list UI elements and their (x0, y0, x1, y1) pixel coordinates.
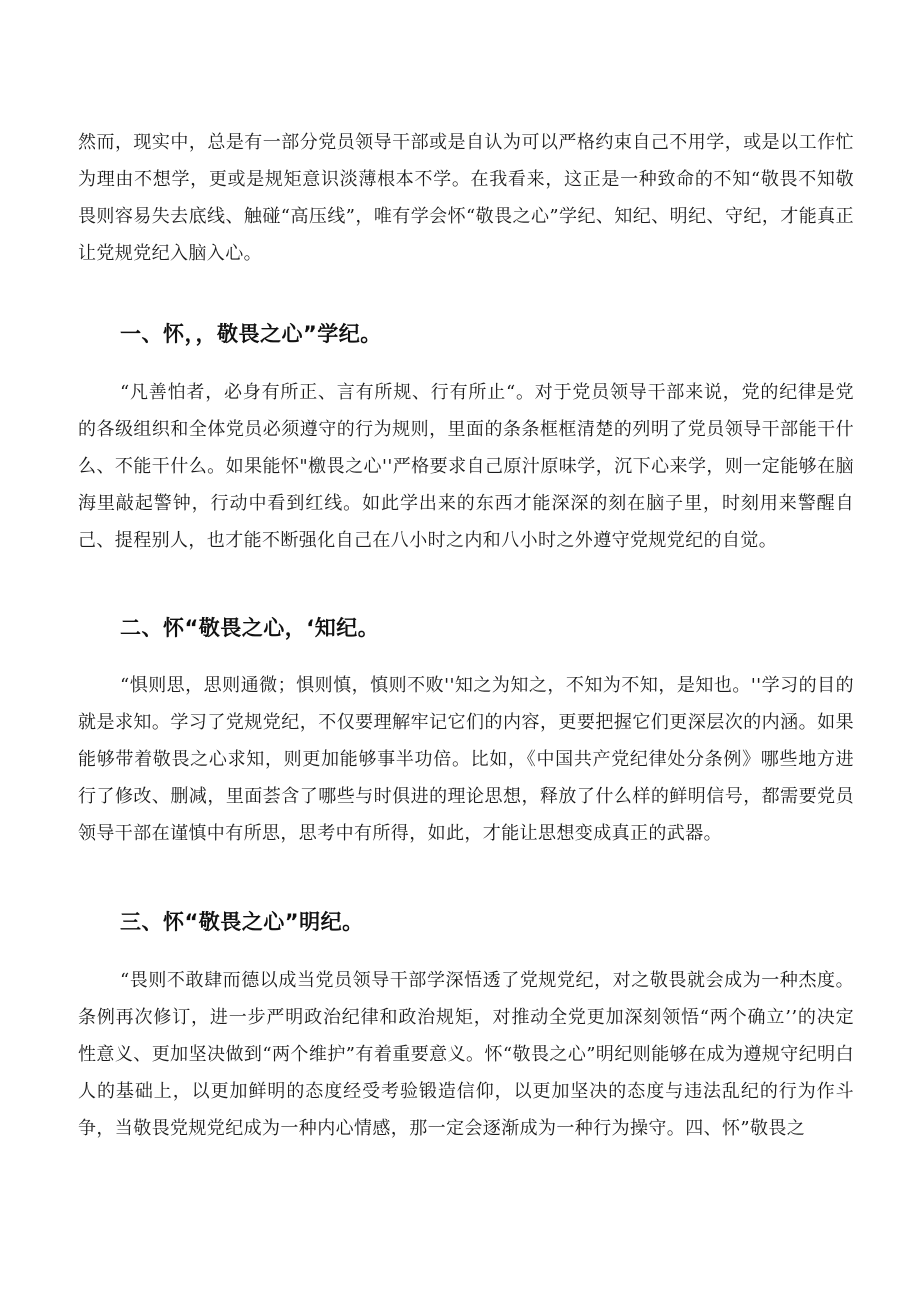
section-3-paragraph: “畏则不敢肆而德以成当党员领导干部学深悟透了党规党纪，对之敬畏就会成为一种杰度。条例再次修订，进一步严明政治纪律和政治规矩，对推动全党更加深刻领悟“两个确立’’的决定性意义、更加坚决做到“两个维护”有着重要意义。怀“敬畏之心”明纪则能够在成为遵规守纪明白人的基础上，以更加鲜明的态度经受考验锻造信仰，以更加坚决的态度与违法乱纪的行为作斗争，当敬畏党规党纪成为一种内心情感，那一定会逐渐成为一种行为操守。四、怀”敬畏之 (78, 970, 854, 1139)
intro-paragraph: 然而，现实中，总是有一部分党员领导干部或是自认为可以严格约束自己不用学，或是以工作忙为理由不想学，更或是规矩意识淡薄根本不学。在我看来，这正是一种致命的不知“敬畏不知敬畏则容易失去底线、触碰“高压线”，唯有学会怀“敬畏之心”学纪、知纪、明纪、守纪，才能真正让党规党纪入脑入心。 (78, 132, 854, 264)
section-1-heading: 一、怀，，敬畏之心”学纪。 (120, 322, 382, 346)
section-2-heading: 二、怀“敬畏之心，‘知纪。 (120, 616, 380, 640)
section-2-paragraph: “惧则思，思则通微；惧则慎，慎则不败''知之为知之，不知为不知，是知也。''学习的目的就是求知。学习了党规党纪，不仅要理解牢记它们的内容，更要把握它们更深层次的内涵。如果能够带着敬畏之心求知，则更加能够事半功倍。比如，《中国共产党纪律处分条例》哪些地方进行了修改、删减，里面荟含了哪些与时俱进的理论思想，释放了什么样的鲜明信号，都需要党员领导干部在谨慎中有所思，思考中有所得，如此，才能让思想变成真正的武器。 (78, 675, 854, 844)
section-1-paragraph: “凡善怕者，必身有所正、言有所规、行有所止“。对于党员领导干部来说，党的纪律是党的各级组织和全体党员必须遵守的行为规则，里面的条条框框清楚的列明了党员领导干部能干什么、不能干什么。如果能怀"檄畏之心''严格要求自己原汁原味学，沉下心来学，则一定能够在脑海里敲起警钟，行动中看到红线。如此学出来的东西才能深深的刻在脑子里，时刻用来警醒自己、提程别人，也才能不断强化自己在八小时之内和八小时之外遵守党规党纪的自觉。 (78, 382, 854, 551)
section-3-heading: 三、怀“敬畏之心”明纪。 (120, 910, 364, 934)
